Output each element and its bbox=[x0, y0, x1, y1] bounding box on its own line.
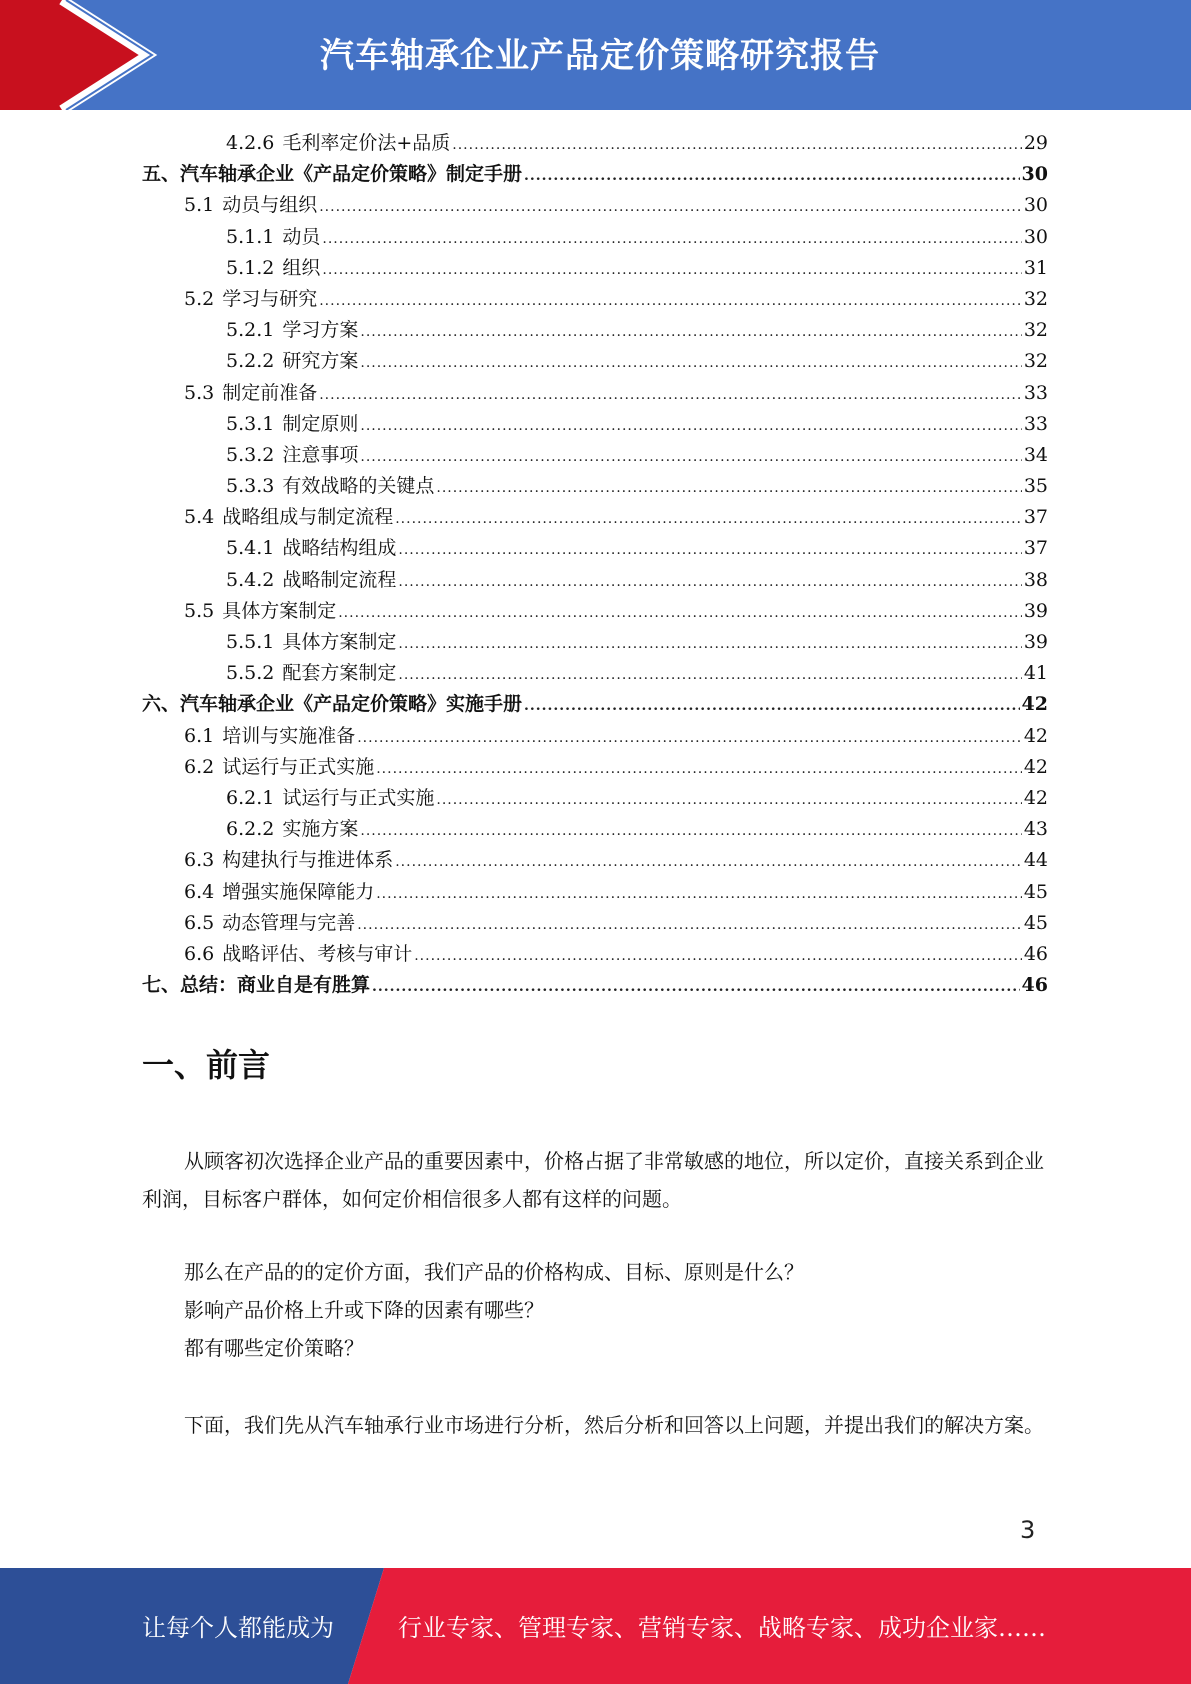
toc-entry-number: 5.3.3 bbox=[226, 475, 275, 498]
toc-entry[interactable] bbox=[142, 409, 1048, 440]
toc-entry-number: 5.5 bbox=[184, 599, 215, 622]
toc-entry-label: 毛利率定价法+品质 bbox=[282, 132, 451, 154]
toc-dot-leader bbox=[398, 535, 1021, 566]
toc-entry[interactable] bbox=[142, 845, 1048, 876]
toc-entry-number: 5.5.1 bbox=[226, 631, 275, 653]
toc-entry[interactable] bbox=[142, 658, 1048, 689]
toc-dot-leader bbox=[319, 192, 1022, 223]
toc-entry-page: 46 bbox=[1023, 942, 1048, 965]
toc-dot-leader bbox=[395, 504, 1022, 535]
toc-entry-number: 6.2 bbox=[184, 755, 215, 778]
toc-entry-label: 配套方案制定 bbox=[282, 662, 397, 685]
page-footer bbox=[0, 1568, 1191, 1684]
toc-entry[interactable] bbox=[142, 939, 1048, 970]
toc-dot-leader bbox=[338, 598, 1022, 629]
toc-entry-page: 45 bbox=[1023, 911, 1048, 934]
closing-paragraph-text: 下面，我们先从汽车轴承行业市场进行分析，然后分析和回答以上问题，并提出我们的解决方案。 bbox=[184, 1413, 1044, 1437]
report-title: 汽车轴承企业产品定价策略研究报告 bbox=[320, 36, 880, 76]
toc-entry-label: 试运行与正式实施 bbox=[282, 786, 435, 809]
toc-entry-number: 6.6 bbox=[184, 942, 215, 965]
toc-entry-number: 5.4.2 bbox=[226, 568, 275, 591]
toc-entry[interactable] bbox=[142, 970, 1048, 1001]
toc-entry-page: 44 bbox=[1023, 849, 1048, 872]
toc-dot-leader bbox=[319, 380, 1022, 411]
toc-dot-leader bbox=[360, 348, 1021, 379]
question-1: 那么在产品的的定价方面，我们产品的价格构成、目标、原则是什么？ bbox=[184, 1260, 804, 1284]
toc-entry-page: 38 bbox=[1023, 568, 1048, 591]
toc-entry-page: 46 bbox=[1021, 974, 1048, 997]
toc-entry-label: 构建执行与推进体系 bbox=[222, 849, 394, 872]
toc-entry-page: 30 bbox=[1023, 194, 1048, 217]
toc-dot-leader bbox=[360, 442, 1021, 473]
toc-dot-leader bbox=[414, 941, 1022, 972]
toc-entry-label: 动态管理与完善 bbox=[222, 911, 356, 934]
toc-entry-page: 35 bbox=[1023, 475, 1048, 498]
toc-entry-number: 5.3.1 bbox=[226, 412, 275, 435]
toc-entry-page: 31 bbox=[1023, 256, 1048, 279]
footer-slogan-right: 行业专家、管理专家、营销专家、战略专家、成功企业家…… bbox=[398, 1614, 1046, 1642]
toc-entry-label: 培训与实施准备 bbox=[222, 724, 356, 747]
toc-dot-leader bbox=[372, 972, 1020, 1003]
footer-slogan-left: 让每个人都能成为 bbox=[142, 1614, 334, 1642]
toc-dot-leader bbox=[524, 161, 1020, 192]
toc-entry-label: 六、汽车轴承企业《产品定价策略》实施手册 bbox=[142, 693, 523, 716]
toc-entry-page: 37 bbox=[1023, 537, 1048, 560]
toc-dot-leader bbox=[436, 473, 1021, 504]
toc-entry-number: 5.1.1 bbox=[226, 225, 275, 248]
toc-entry[interactable] bbox=[142, 689, 1048, 720]
question-3: 都有哪些定价策略？ bbox=[184, 1336, 364, 1360]
toc-dot-leader bbox=[357, 910, 1022, 941]
toc-entry-label: 动员与组织 bbox=[222, 194, 318, 217]
toc-entry-label: 战略评估、考核与审计 bbox=[222, 942, 413, 965]
toc-dot-leader bbox=[524, 691, 1020, 722]
toc-entry-label: 动员 bbox=[282, 225, 321, 248]
toc-entry[interactable] bbox=[142, 315, 1048, 346]
toc-dot-leader bbox=[357, 723, 1022, 754]
toc-entry-number: 5.4 bbox=[184, 506, 215, 529]
toc-entry-page: 33 bbox=[1023, 381, 1048, 404]
toc-entry[interactable] bbox=[142, 159, 1048, 190]
toc-entry-label: 实施方案 bbox=[282, 818, 359, 841]
toc-entry-label: 研究方案 bbox=[282, 350, 359, 373]
toc-entry-number: 4.2.6 bbox=[226, 132, 275, 154]
question-2: 影响产品价格上升或下降的因素有哪些？ bbox=[184, 1298, 544, 1322]
toc-dot-leader bbox=[452, 130, 1022, 161]
toc-entry[interactable] bbox=[142, 627, 1048, 658]
toc-entry[interactable] bbox=[142, 346, 1048, 377]
toc-entry-number: 5.3 bbox=[184, 381, 215, 404]
closing-paragraph bbox=[142, 1406, 1048, 1444]
toc-entry-label: 具体方案制定 bbox=[282, 631, 397, 653]
toc-entry-page: 39 bbox=[1023, 599, 1048, 622]
toc-entry-page: 41 bbox=[1023, 662, 1048, 685]
toc-entry-label: 五、汽车轴承企业《产品定价策略》制定手册 bbox=[142, 163, 523, 186]
toc-entry[interactable] bbox=[142, 596, 1048, 627]
toc-dot-leader bbox=[398, 660, 1021, 691]
toc-entry[interactable] bbox=[142, 721, 1048, 752]
toc-entry-page: 42 bbox=[1023, 786, 1048, 809]
toc-entry[interactable] bbox=[142, 190, 1048, 221]
toc-entry-page: 32 bbox=[1023, 350, 1048, 373]
toc-entry-page: 32 bbox=[1023, 319, 1048, 342]
toc-dot-leader bbox=[395, 847, 1022, 878]
toc-entry-label: 组织 bbox=[282, 256, 321, 279]
toc-entry[interactable] bbox=[142, 440, 1048, 471]
toc-entry-label: 战略组成与制定流程 bbox=[222, 506, 394, 529]
toc-entry-page: 42 bbox=[1021, 693, 1048, 716]
toc-entry-number: 6.5 bbox=[184, 911, 215, 934]
toc-entry-label: 制定前准备 bbox=[222, 381, 318, 404]
toc-entry-page: 34 bbox=[1023, 443, 1048, 466]
toc-entry-label: 七、总结：商业自是有胜算 bbox=[142, 974, 371, 997]
toc-dot-leader bbox=[376, 754, 1022, 785]
toc-entry-number: 6.4 bbox=[184, 880, 215, 903]
toc-entry-label: 具体方案制定 bbox=[222, 599, 337, 622]
toc-dot-leader bbox=[436, 785, 1021, 816]
toc-entry-page: 37 bbox=[1023, 506, 1048, 529]
toc-entry-number: 5.2.2 bbox=[226, 350, 275, 373]
toc-entry-number: 5.1.2 bbox=[226, 256, 275, 279]
page-number: 3 bbox=[1020, 1516, 1036, 1544]
toc-entry-number: 5.3.2 bbox=[226, 443, 275, 466]
toc-entry[interactable] bbox=[142, 533, 1048, 564]
toc-entry[interactable] bbox=[142, 877, 1048, 908]
toc-dot-leader bbox=[360, 317, 1021, 348]
toc-entry-number: 6.2.2 bbox=[226, 818, 275, 841]
toc-entry-number: 6.2.1 bbox=[226, 786, 275, 809]
toc-entry-label: 战略结构组成 bbox=[282, 537, 397, 560]
toc-entry[interactable] bbox=[142, 783, 1048, 814]
toc-entry[interactable] bbox=[142, 565, 1048, 596]
toc-dot-leader bbox=[322, 255, 1021, 286]
toc-entry[interactable] bbox=[142, 908, 1048, 939]
toc-entry-label: 有效战略的关键点 bbox=[282, 475, 435, 498]
toc-entry[interactable] bbox=[142, 222, 1048, 253]
toc-entry-number: 6.1 bbox=[184, 724, 215, 747]
toc-entry-page: 42 bbox=[1023, 755, 1048, 778]
toc-entry-label: 学习方案 bbox=[282, 319, 359, 342]
section-heading: 一、前言 bbox=[142, 1046, 271, 1084]
toc-entry-page: 33 bbox=[1023, 412, 1048, 435]
toc-entry[interactable] bbox=[142, 471, 1048, 502]
toc-dot-leader bbox=[322, 224, 1021, 255]
toc-entry-label: 制定原则 bbox=[282, 412, 359, 435]
toc-entry-page: 39 bbox=[1023, 631, 1048, 653]
toc-dot-leader bbox=[376, 879, 1022, 910]
toc-entry[interactable] bbox=[142, 378, 1048, 409]
toc-entry-label: 注意事项 bbox=[282, 443, 359, 466]
toc-entry[interactable] bbox=[142, 128, 1048, 159]
toc-entry[interactable] bbox=[142, 752, 1048, 783]
toc-entry[interactable] bbox=[142, 284, 1048, 315]
toc-entry-page: 30 bbox=[1021, 163, 1048, 186]
toc-entry-label: 试运行与正式实施 bbox=[222, 755, 375, 778]
toc-entry-page: 30 bbox=[1023, 225, 1048, 248]
toc-dot-leader bbox=[360, 411, 1021, 442]
toc-entry-page: 45 bbox=[1023, 880, 1048, 903]
toc-entry-label: 战略制定流程 bbox=[282, 568, 397, 591]
toc-entry[interactable] bbox=[142, 502, 1048, 533]
table-of-contents bbox=[142, 128, 1048, 1001]
toc-entry-number: 6.3 bbox=[184, 849, 215, 872]
toc-entry-number: 5.5.2 bbox=[226, 662, 275, 685]
toc-entry-number: 5.2.1 bbox=[226, 319, 275, 342]
intro-paragraph bbox=[142, 1142, 1048, 1218]
toc-dot-leader bbox=[398, 629, 1021, 660]
intro-paragraph-text: 从顾客初次选择企业产品的重要因素中，价格占据了非常敏感的地位，所以定价，直接关系到企业利润，目标客户群体，如何定价相信很多人都有这样的问题。 bbox=[142, 1149, 1044, 1211]
toc-entry-number: 5.1 bbox=[184, 194, 215, 217]
toc-entry-number: 5.4.1 bbox=[226, 537, 275, 560]
page-header bbox=[0, 0, 1191, 110]
toc-entry[interactable] bbox=[142, 814, 1048, 845]
toc-entry[interactable] bbox=[142, 253, 1048, 284]
toc-entry-page: 32 bbox=[1023, 287, 1048, 310]
toc-entry-page: 29 bbox=[1023, 132, 1048, 154]
toc-dot-leader bbox=[360, 816, 1021, 847]
toc-entry-number: 5.2 bbox=[184, 287, 215, 310]
toc-entry-page: 43 bbox=[1023, 818, 1048, 841]
toc-entry-label: 增强实施保障能力 bbox=[222, 880, 375, 903]
toc-entry-page: 42 bbox=[1023, 724, 1048, 747]
toc-entry-label: 学习与研究 bbox=[222, 287, 318, 310]
toc-dot-leader bbox=[319, 286, 1022, 317]
toc-dot-leader bbox=[398, 567, 1021, 598]
